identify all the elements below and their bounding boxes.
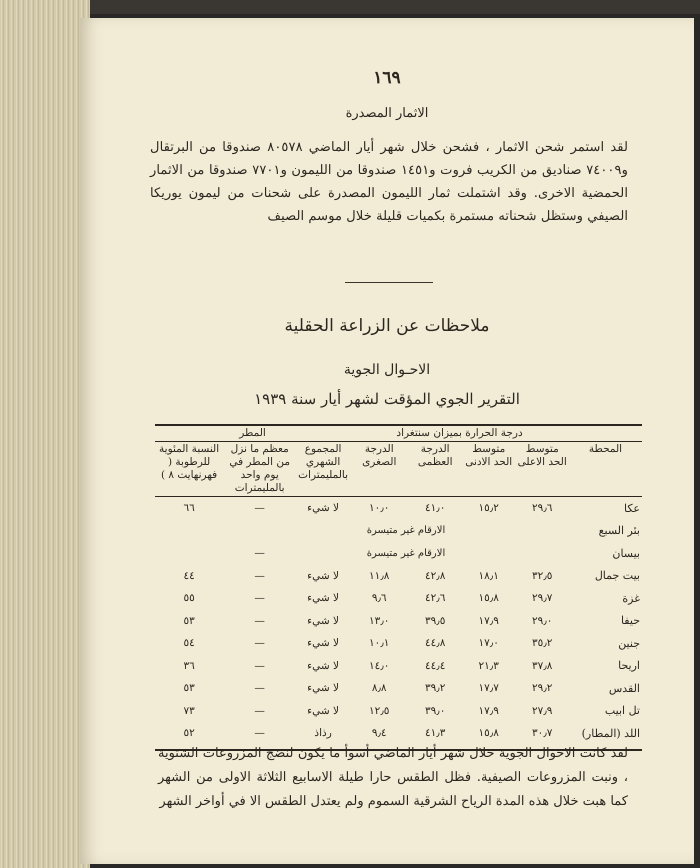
max-cell: ٤١٫٣ [425,727,446,740]
avg-max-cell: ٢٩٫٢ [532,682,553,695]
max-cell: ٤٤٫٤ [425,659,446,672]
max-cell: ٤٤٫٨ [425,637,446,650]
min-cell: ١٠٫٠ [369,502,390,515]
max-cell: ٣٩٫٢ [425,682,446,695]
table-row [155,655,642,678]
col-monthly-total: المجموع الشهري بالمليمترات [296,442,350,497]
col-max: الدرجة العظمى [408,442,462,497]
humidity-cell: ٥٤ [183,637,195,650]
avg-min-cell: ١٧٫٩ [478,614,499,627]
avg-min-cell: ١٥٫٨ [478,727,499,740]
station-cell: بئر السبع [598,524,640,538]
temperature-group-header: درجة الحرارة بميزان سنتغراد [350,426,569,442]
table-row [155,587,642,610]
weather-table-wrapper [155,424,642,751]
book-page [80,18,694,864]
col-station: المحطة [569,442,642,497]
table-row [155,677,642,700]
monthly-total-cell: لا شيء [307,614,339,627]
max-cell: ٣٩٫٠ [425,704,446,717]
avg-max-cell: ٢٧٫٩ [532,704,553,717]
data-unavailable-note: الارقام غير متيسرة [366,525,446,537]
max-cell: ٣٩٫٥ [425,614,446,627]
avg-max-cell: ٢٩٫٠ [532,614,553,627]
weather-table [155,426,642,745]
table-row [155,632,642,655]
monthly-total-cell: لا شيء [307,659,339,672]
monthly-total-cell: لا شيء [307,569,339,582]
rain-group-header: المطر [155,426,350,442]
conclusion-paragraph: لقد كانت الاحوال الجوية خلال شهر أيار الماضي أسوأ ما يكون لنضج المزروعات الشتوية ، ونبت المزروعات الصيفية. فظل الطقس حارا طيلة الاسابيع الثلاثة الاولى من الشهر كما هبت خلال هذه المدة الرياح الشرقية السموم ولم يعتدل الطقس الا في أواخر الشهر [158,746,628,809]
avg-min-cell: ١٧٫٩ [478,704,499,717]
humidity-cell: ٧٣ [183,704,195,717]
max-daily-cell: — [254,592,265,605]
col-avg-max: متوسط الحد الاعلى [515,442,569,497]
intro-paragraph: لقد استمر شحن الاثمار ، فشحن خلال شهر أيار الماضي ٨٠٥٧٨ صندوقا من البرتقال و٧٤٠٠٩ صناديق من الكريب فروت و١٤٥١ صندوقا من الليمون و٧٧٠١ صندوقا من الاثمار الحمضية الاخرى. وقد اشتملت ثمار الليمون المصدرة على شحنات من ليمون يوريكا الصيفي وستظل شحناته مستمرة بكميات قليلة خلال موسم الصيف [150,140,628,224]
max-daily-cell: — [254,547,265,560]
avg-min-cell: ١٥٫٢ [478,502,499,515]
min-cell: ١٣٫٠ [369,614,390,627]
station-cell: بيسان [612,546,640,560]
max-cell: ٤٢٫٨ [425,569,446,582]
max-daily-cell: — [254,502,265,515]
monthly-total-cell: لا شيء [307,682,339,695]
avg-min-cell: ٢١٫٣ [478,659,499,672]
humidity-cell: ٣٦ [183,659,195,672]
table-row [155,520,642,543]
table-row [155,497,642,520]
sub-heading: الاحـوال الجوية [343,362,431,378]
max-daily-cell: — [254,682,265,695]
table-row [155,610,642,633]
humidity-cell: ٤٤ [183,569,195,582]
station-cell: تل ابيب [604,704,640,718]
min-cell: ٩٫٦ [371,592,387,605]
main-heading: ملاحظات عن الزراعة الحقلية [284,316,490,336]
avg-max-cell: ٣٧٫٨ [532,659,553,672]
station-cell: بيت جمال [594,569,640,583]
station-cell: جنين [618,636,640,650]
book-page-edges [0,0,90,868]
col-min: الدرجة الصغرى [350,442,408,497]
avg-min-cell: ١٥٫٨ [478,592,499,605]
table-row [155,700,642,723]
humidity-cell: ٥٢ [183,727,195,740]
col-humidity: النسبة المئوية للرطوبة ( فهرنهايت ٨ ) [155,442,223,497]
station-cell: اريحا [618,659,640,673]
avg-max-cell: ٣٢٫٥ [532,569,553,582]
monthly-total-cell: رذاذ [314,727,332,740]
monthly-total-cell: لا شيء [307,637,339,650]
max-daily-cell: — [254,637,265,650]
max-cell: ٤١٫٠ [425,502,446,515]
station-cell: القدس [608,681,640,695]
book-cover-edge [0,0,700,14]
station-cell: عكا [624,501,640,515]
report-title: التقرير الجوي المؤقت لشهر أيار سنة ١٩٣٩ [254,390,520,408]
max-daily-cell: — [254,727,265,740]
table-column-header-row [155,442,642,497]
col-max-daily: معظم ما نزل من المطر في يوم واحد بالمليمترات [223,442,296,497]
table-group-header-row [155,426,642,442]
avg-max-cell: ٣٥٫٢ [532,637,553,650]
table-row [155,542,642,565]
station-cell: اللد (المطار) [581,726,640,740]
humidity-cell: ٥٣ [183,682,195,695]
max-daily-cell: — [254,614,265,627]
page-number: ١٦٩ [373,68,401,88]
min-cell: ٨٫٨ [371,682,387,695]
humidity-cell: ٥٣ [183,614,195,627]
max-cell: ٤٢٫٦ [425,592,446,605]
data-unavailable-note: الارقام غير متيسرة [366,547,446,559]
monthly-total-cell: لا شيء [307,502,339,515]
min-cell: ١١٫٨ [369,569,390,582]
avg-max-cell: ٣٠٫٧ [532,727,553,740]
monthly-total-cell: لا شيء [307,592,339,605]
avg-max-cell: ٢٩٫٧ [532,592,553,605]
station-cell: غزة [622,591,640,605]
min-cell: ١٢٫٥ [369,704,390,717]
avg-min-cell: ١٧٫٠ [478,637,499,650]
avg-min-cell: ١٨٫١ [478,569,499,582]
monthly-total-cell: لا شيء [307,704,339,717]
min-cell: ١٠٫١ [369,637,390,650]
col-avg-min: متوسط الحد الادنى [462,442,516,497]
section-divider [345,282,433,283]
max-daily-cell: — [254,569,265,582]
min-cell: ٩٫٤ [371,727,387,740]
avg-max-cell: ٢٩٫٦ [532,502,553,515]
max-daily-cell: — [254,704,265,717]
section-title: الاثمار المصدرة [345,106,429,121]
station-cell: حيفا [620,614,640,628]
humidity-cell: ٥٥ [183,592,195,605]
max-daily-cell: — [254,659,265,672]
humidity-cell: ٦٦ [183,502,195,515]
table-row [155,565,642,588]
min-cell: ١٤٫٠ [369,659,390,672]
avg-min-cell: ١٧٫٧ [478,682,499,695]
